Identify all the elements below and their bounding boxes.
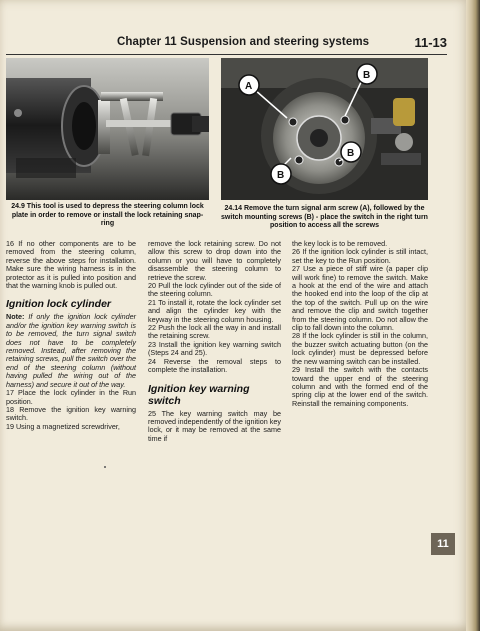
header-rule bbox=[6, 54, 447, 55]
section-heading-ignition-key-warning-switch: Ignition key warning switch bbox=[148, 382, 250, 407]
step-29: 29 Install the switch with the contacts toward the upper end of the steering column and with the formed end of the spring clip at the lower end of the switch. Reinstall the remaining components. bbox=[292, 365, 428, 408]
step-28: 28 If the lock cylinder is still in the column, the buzzer switch actuating button (on the lock cylinder) must be depressed before the new warning switch can be installed. bbox=[292, 331, 428, 366]
callout-b-top: B bbox=[363, 70, 371, 81]
text-column-3 bbox=[292, 240, 428, 408]
page-number: 11-13 bbox=[414, 35, 447, 50]
page-edge-shadow bbox=[466, 0, 480, 631]
figure-24-9-caption: 24.9 This tool is used to depress the steering column lock plate in order to remove or install the lock retaining snap-ring bbox=[11, 203, 204, 227]
figure-24-14-caption: 24.14 Remove the turn signal arm screw (A), followed by the switch mounting screws (B) - place the switch in the right turn position to access all the screws bbox=[221, 205, 428, 229]
step-22: 22 Push the lock all the way in and install the retaining screw. bbox=[148, 323, 281, 341]
chapter-tab: 11 bbox=[431, 533, 455, 555]
step-27: 27 Use a piece of stiff wire (a paper clip will work fine) to remove the switch. Make a hook at the end of the wire and attach the hooked end into the loop of the clip at the top of the switch. Pull up on the wire and remove the clip and switch together from the steering column. Do not allow the clip to fall down into the column. bbox=[292, 264, 428, 333]
chapter-title: Chapter 11 Suspension and steering systems bbox=[117, 36, 370, 48]
step-23: 23 Install the ignition key warning switch (Steps 24 and 25). bbox=[148, 339, 281, 358]
note-text: If only the ignition lock cylinder and/or the ignition key warning switch is to be removed, the turn signal switch does not have to be completely removed. Instead, after removing the retaining screws, pull the switch over the end of the steering column (without having pulled the wiring out of the harness) and secure it out of the way. bbox=[6, 312, 136, 389]
step-26: 26 If the ignition lock cylinder is still intact, set the key to the Run position. bbox=[292, 247, 428, 265]
note-label: Note: bbox=[6, 312, 25, 322]
step-24: 24 Reverse the removal steps to complete the installation. bbox=[148, 356, 281, 375]
step-19-continued: remove the lock retaining screw. Do not allow this screw to drop down into the column or you will have to completely disassemble the steering column to retrieve the screw. bbox=[148, 239, 281, 282]
note-paragraph bbox=[6, 313, 136, 389]
step-16: 16 If no other components are to be removed from the steering column, reverse the above steps for installation. Make sure the wiring harness is in the protector as it is pulled into position and that the warning knob is pulled out. bbox=[6, 239, 136, 291]
step-18: 18 Remove the ignition key warning switch. bbox=[6, 404, 136, 423]
text-column-1 bbox=[6, 240, 136, 431]
text-column-2 bbox=[148, 240, 281, 443]
step-25-continued: the key lock is to be removed. bbox=[292, 239, 388, 248]
callout-a: A bbox=[245, 81, 253, 92]
print-speck bbox=[104, 466, 106, 468]
callout-b-right: B bbox=[347, 148, 355, 159]
step-20: 20 Pull the lock cylinder out of the side of the steering column. bbox=[148, 281, 281, 299]
step-17: 17 Place the lock cylinder in the Run position. bbox=[6, 388, 136, 406]
figure-24-9-photo bbox=[6, 58, 209, 200]
page-header bbox=[22, 34, 447, 56]
section-heading-ignition-lock-cylinder: Ignition lock cylinder bbox=[6, 298, 112, 311]
step-21: 21 To install it, rotate the lock cylinder set and align the cylinder key with the keyway in the steering column housing. bbox=[148, 297, 281, 324]
figure-24-14-photo bbox=[221, 58, 428, 200]
callout-b-bottom: B bbox=[277, 170, 285, 181]
step-19: 19 Using a magnetized screwdriver, bbox=[6, 421, 120, 431]
step-25: 25 The key warning switch may be removed independently of the ignition key lock, or it may be removed at the same time if bbox=[148, 408, 281, 443]
